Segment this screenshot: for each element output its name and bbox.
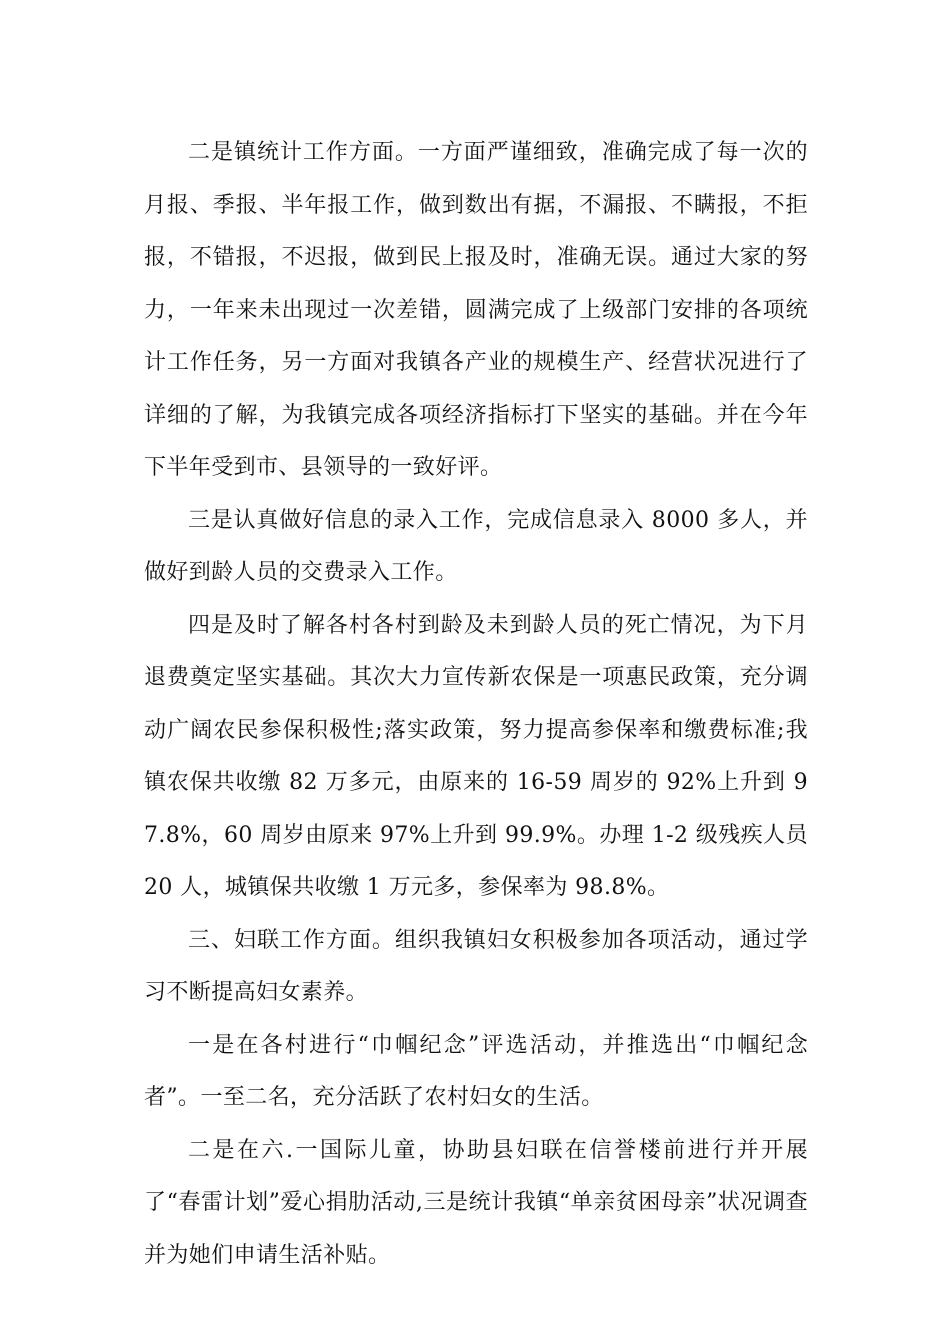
paragraph-pension-insurance: 四是及时了解各村各村到龄及未到龄人员的死亡情况，为下月退费奠定坚实基础。其次大力宣传新农保是一项惠民政策，充分调动广阔农民参保积极性;落实政策，努力提高参保率和缴费标准;我镇农保共收缴 82 万多元，由原来的 16-59 周岁的 92%上升到 97.8%，60 周岁由原来 97%上升到 99.9%。办理 1-2 级残疾人员 20 人，城镇保共收缴 1 万元多，参保率为 98.8%。 bbox=[144, 612, 808, 900]
document-body bbox=[144, 127, 808, 1282]
paragraph-information-entry: 三是认真做好信息的录入工作，完成信息录入 8000 多人，并做好到龄人员的交费录入工作。 bbox=[144, 507, 808, 585]
paragraph-womens-federation: 三、妇联工作方面。组织我镇妇女积极参加各项活动，通过学习不断提高妇女素养。 bbox=[144, 927, 808, 1005]
paragraph-statistics-work: 二是镇统计工作方面。一方面严谨细致，准确完成了每一次的月报、季报、半年报工作，做到数出有据，不漏报、不瞒报，不拒报，不错报，不迟报，做到民上报及时，准确无误。通过大家的努力，一年来未出现过一次差错，圆满完成了上级部门安排的各项统计工作任务，另一方面对我镇各产业的规模生产、经营状况进行了详细的了解，为我镇完成各项经济指标打下坚实的基础。并在今年下半年受到市、县领导的一致好评。 bbox=[144, 140, 808, 480]
paragraph-childrens-day: 二是在六.一国际儿童，协助县妇联在信誉楼前进行并开展了“春雷计划”爱心捐肋活动,三是统计我镇“单亲贫困母亲”状况调查并为她们申请生活补贴。 bbox=[144, 1137, 808, 1268]
paragraph-selection-activity: 一是在各村进行“巾帼纪念”评选活动，并推选出“巾帼纪念者”。一至二名，充分活跃了农村妇女的生活。 bbox=[144, 1032, 808, 1110]
